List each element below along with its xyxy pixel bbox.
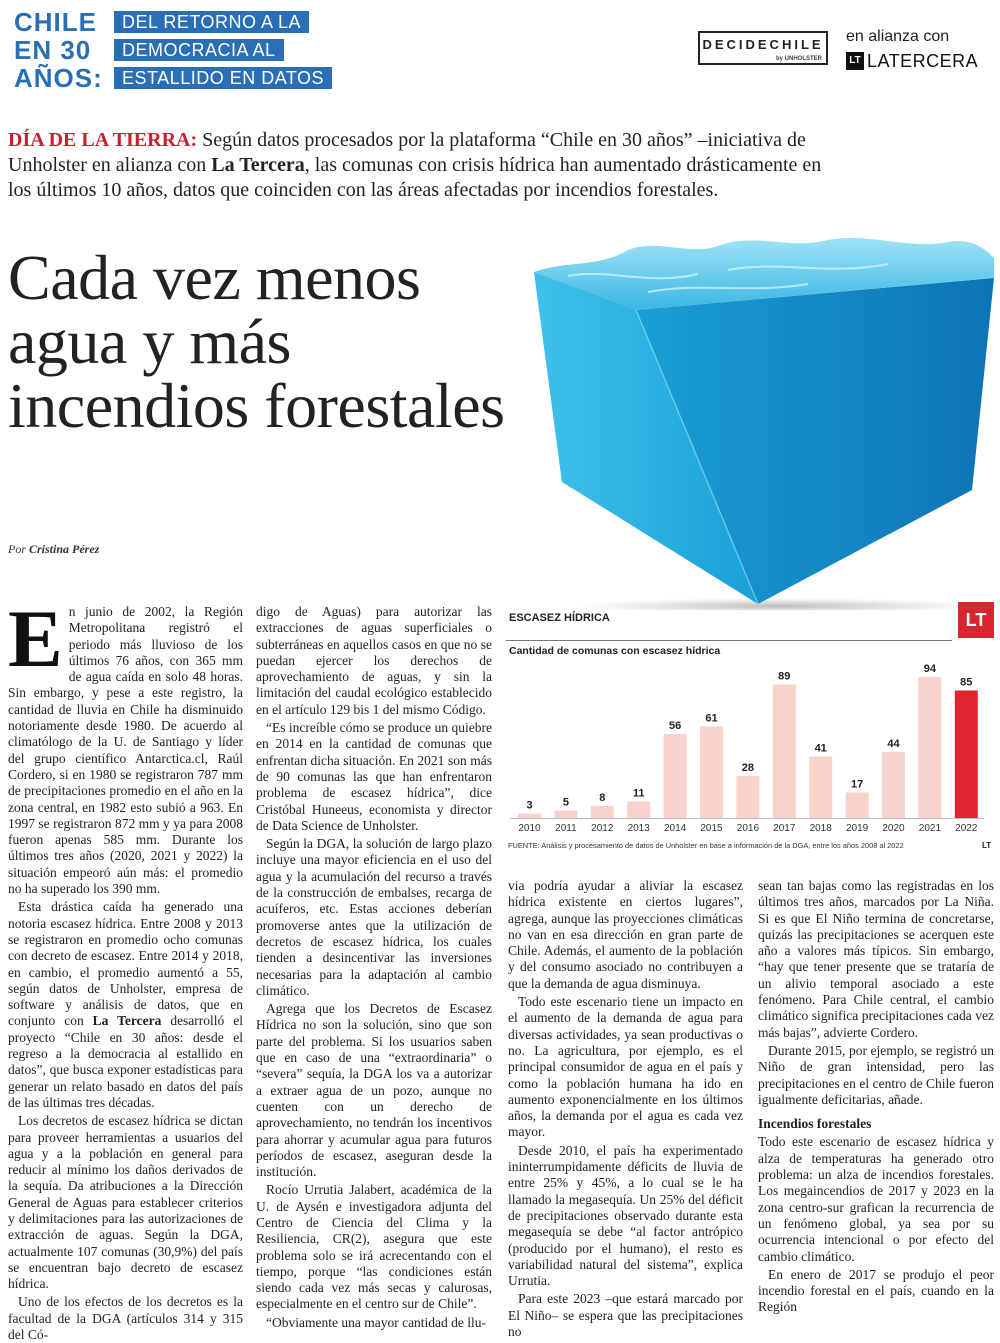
alliance-label: en alianza con [846, 28, 950, 45]
series-line: EN 30 [14, 35, 92, 65]
chart-divider [506, 640, 952, 641]
headline: Cada vez menos agua y más incendios forestales [8, 242, 505, 441]
body-paragraph: Agrega que los Decretos de Escasez Hídrica no son la solución, sino que son parte del problema. Si los usuarios saben que en caso de una “extraordinaria” o “severa” sequía, la DGA los va a autorizar a extraer agua de un pozo, aunque no cuenten con un derecho de aprovechamiento, no tendrán los incentivos para ahorrar y acumular agua para futuros períodos de escasez, aseguran desde la institución. [256, 1001, 492, 1180]
value-label: 44 [887, 738, 900, 750]
decidechile-logo-sub: by UNHOLSTER [775, 56, 822, 62]
x-tick-label: 2019 [845, 823, 869, 834]
article-column-3 [508, 878, 743, 1340]
body-paragraph: digo de Aguas) para autorizar las extracciones de aguas superficiales o subterráneas en aquellos casos en que no se puedan ejercer los derechos de aprovechamiento de aguas, y sin la limitación del caudal ecológico establecido en el artículo 129 bis 1 del mismo Código. [256, 604, 492, 717]
bar-2011 [554, 811, 577, 819]
body-paragraph: Desde 2010, el país ha experimentado ininterrumpidamente déficits de lluvia de entre 25% y 45%, a lo cual se le ha llamado la megasequía. Un 25% del déficit de precipitaciones observado durante esta megasequía se debe “al factor antrópico (producido por el humano), el resto es variabilidad natural del sistema”, explica Urrutia. [508, 1142, 743, 1289]
bar-2021 [918, 677, 941, 818]
bar-2017 [773, 685, 796, 819]
x-tick-label: 2016 [736, 823, 760, 834]
chart-title: ESCASEZ HÍDRICA [509, 612, 610, 624]
x-tick-label: 2010 [518, 823, 541, 834]
body-paragraph: Para este 2023 –que estará marcado por El Niño– se espera que las precipitaciones no [508, 1291, 743, 1340]
x-tick-label: 2011 [555, 823, 577, 834]
body-paragraph: Durante 2015, por ejemplo, se registró un Niño de gran intensidad, pero las precipitaciones en el centro de Chile fueron igualmente deficitarias, añade. [758, 1042, 994, 1107]
value-label: 61 [705, 712, 718, 725]
body-paragraph: Los decretos de escasez hídrica se dictan para proveer herramientas a usuarios del agua y a la población en general para reducir al mínimo los daños derivados de la sequía. Da atribuciones a la Dirección General de Aguas para establecer criterios y delimitaciones para las autorizaciones de extracción de aguas. Según la DGA, actualmente 107 comunas (30,9%) del país se encuentran bajo decreto de escasez hídrica. [8, 1113, 243, 1292]
value-label: 89 [778, 670, 791, 683]
series-band: ESTALLIDO EN DATOS [114, 67, 332, 89]
lt-logo-name: LATERCERA [867, 51, 979, 71]
x-tick-label: 2021 [918, 823, 942, 834]
body-paragraph: Todo este escenario tiene un impacto en el aumento de la demanda de agua para diversas actividades, ya sean productivas o no. La agricultura, por ejemplo, es el principal consumidor de agua en el país y como la población humana ha ido en aumento exponencialmente en los últimos años, la demanda por el agua es cada vez mayor. [508, 994, 743, 1140]
x-tick-label: 2020 [882, 823, 905, 834]
chart-subtitle: Cantidad de comunas con escasez hídrica [509, 645, 721, 657]
body-paragraph: “Obviamente una mayor cantidad de llu- [266, 1314, 487, 1330]
body-paragraph: “Es increíble cómo se produce un quiebre en 2014 en la cantidad de comunas que enfrentan dicha situación. En 2021 son más de 90 comunas las que han enfrentaron problema de escasez hídrica”, dice Cristóbal Huneeus, economista y director de Data Science de Unholster. [256, 720, 492, 833]
bar-2016 [736, 776, 759, 818]
decidechile-logo-text: DECIDECHILE [702, 37, 824, 52]
series-line: CHILE [14, 7, 97, 37]
value-label: 11 [632, 787, 645, 800]
chart-source-badge: LT [982, 841, 992, 850]
body-paragraph: En junio de 2002, la Región Metropolitana registró el periodo más lluvioso de los últimos 76 años, con 365 mm de agua caída en solo 48 horas. Sin embargo, y pese a este registro, la cantidad de lluvia en Chile ha disminuido notoriamente desde 1980. De acuerdo al climatólogo de la U. de Santiago y líder del grupo científico Antarctica.cl, Raúl Cordero, si en 1980 se registraron 787 mm de precipitaciones promedio en el año en la zona central, en 1982 esto subió a 963. En 1997 se registraron 872 mm y ya para 2008 fueron apenas 585 mm. Durante los últimos tres años (2020, 2021 y 2022) la situación empeoró aún más: el promedio no ha superado los 390 mm. [8, 593, 243, 897]
value-label: 3 [526, 799, 533, 812]
scarcity-chart [506, 600, 994, 862]
body-paragraph: Uno de los efectos de los decretos es la facultad de la DGA (artículos 314 y 315 del Có- [8, 1294, 243, 1343]
value-label: 85 [960, 676, 973, 689]
lt-logo-box: LT [846, 52, 864, 70]
body-paragraph: Rocío Urrutia Jalabert, académica de la U. de Aysén e investigadora adjunta del Centro de Ciencia del Clima y la Resiliencia, CR(2), asegura que este problema solo se irá acrecentando con el tiempo, porque “las condiciones están siendo cada vez más secas y calurosas, especialmente en el centro sur de Chile”. [256, 1182, 492, 1312]
chart-source: FUENTE: Análisis y procesamiento de datos de Unholster en base a información de la DGA, entre los años 2008 al 2022 [508, 841, 904, 850]
subheading: Incendios forestales [758, 1116, 872, 1132]
intro-text: Según datos procesados por la plataforma “Chile en 30 años” –iniciativa de Unholster en alianza con [8, 129, 806, 176]
body-paragraph: Según la DGA, la solución de largo plazo incluye una mayor eficiencia en el uso del agua y la acumulación del recurso a través de la construcción de embalses, recarga de acuíferos, etc. Estas acciones deberían promoverse antes que la utilización de decretos de escasez hídrica, los cuales tienden a desincentivar las inversiones necesarias para la adaptación al cambio climático. [256, 836, 492, 998]
x-tick-label: 2014 [663, 823, 687, 834]
article-column-2 [256, 604, 492, 1331]
bar-2010 [518, 814, 541, 819]
intro-text: , las comunas con crisis hídrica han aumentado drásticamente en los últimos 10 años, datos que coinciden con las áreas afectadas por incendios forestales. [8, 154, 822, 201]
x-tick-label: 2015 [700, 823, 723, 834]
byline-author: Cristina Pérez [29, 542, 100, 556]
x-tick-label: 2017 [773, 823, 796, 834]
x-tick-label: 2013 [627, 823, 650, 834]
value-label: 5 [562, 796, 569, 809]
bar-2012 [591, 806, 614, 818]
bar-2018 [809, 757, 832, 819]
intro-brand: La Tercera [211, 154, 305, 176]
byline [8, 542, 99, 557]
x-tick-label: 2012 [591, 823, 614, 834]
x-tick-label: 2018 [809, 823, 832, 834]
intro-label: DÍA DE LA TIERRA: [8, 129, 198, 151]
bar-2019 [846, 793, 869, 819]
body-paragraph: Todo este escenario de escasez hídrica y alza de temperaturas ha generado otro problema: un alza de incendios forestales. Los megaincendios de 2017 y 2023 en la zona centro-sur grafican la recurrencia de un fenómeno global, ya sea por su ocurrencia intencional o por efecto del cambio climático. [758, 1134, 994, 1264]
byline-prefix: Por [8, 542, 26, 556]
value-label: 56 [668, 720, 682, 732]
bar-2022 [955, 691, 978, 819]
water-cube-image [528, 220, 1000, 610]
series-band: DEL RETORNO A LA [114, 11, 309, 33]
decidechile-logo [698, 31, 828, 65]
body-paragraph: En enero de 2017 se produjo el peor incendio forestal en el país, cuando en la Región [758, 1266, 994, 1315]
bar-2014 [664, 734, 687, 818]
bar-2013 [627, 802, 650, 819]
series-band: DEMOCRACIA AL [114, 39, 284, 61]
bar-2020 [882, 752, 905, 818]
intro-paragraph [8, 128, 848, 203]
series-line: AÑOS: [14, 63, 103, 93]
body-paragraph: via podría ayudar a aliviar la escasez hídrica existente en ciertos lugares”, agrega, aunque las proyecciones climáticas no van en esa dirección en gran parte de Chile. Además, el aumento de la población y del consumo asociado no contribuyen a que la demanda de agua disminuya. [508, 878, 743, 991]
latercera-logo [846, 52, 978, 70]
value-label: 17 [850, 778, 864, 791]
x-tick-label: 2022 [955, 823, 978, 834]
body-paragraph: sean tan bajas como las registradas en los últimos tres años, marcados por La Niña. Si es que El Niño termina de concretarse, quizás las precipitaciones se acerquen este año a valores más típicos. Sin embargo, “hay que tener presente que se trataría de un alivio temporal asociado a este fenómeno. Para Chile central, el cambio climático significa precipitaciones cada vez más bajas”, advierte Cordero. [758, 878, 994, 1040]
chart-plot [506, 660, 994, 838]
body-paragraph: Esta drástica caída ha generado una notoria escasez hídrica. Entre 2008 y 2013 se registraron en promedio ocho comunas con decreto de escasez. Entre 2014 y 2018, en cambio, el promedio aumentó a 55, según datos de Unholster, empresa de software y análisis de datos, que en conjunto con La Tercera desarrolló el proyecto “Chile en 30 años: desde el regreso a la democracia al estallido en datos”, que busca exponer estadísticas para generar un relato basado en datos del país de las últimas tres décadas. [8, 899, 243, 1110]
article-column-1 [8, 593, 243, 1343]
value-label: 94 [923, 663, 937, 675]
drop-cap: E [8, 593, 63, 684]
article-column-4 [758, 878, 994, 1316]
value-label: 8 [599, 792, 606, 804]
chart-lt-badge: LT [958, 602, 994, 638]
value-label: 28 [741, 762, 755, 774]
bar-2015 [700, 727, 723, 819]
value-label: 41 [814, 742, 827, 755]
